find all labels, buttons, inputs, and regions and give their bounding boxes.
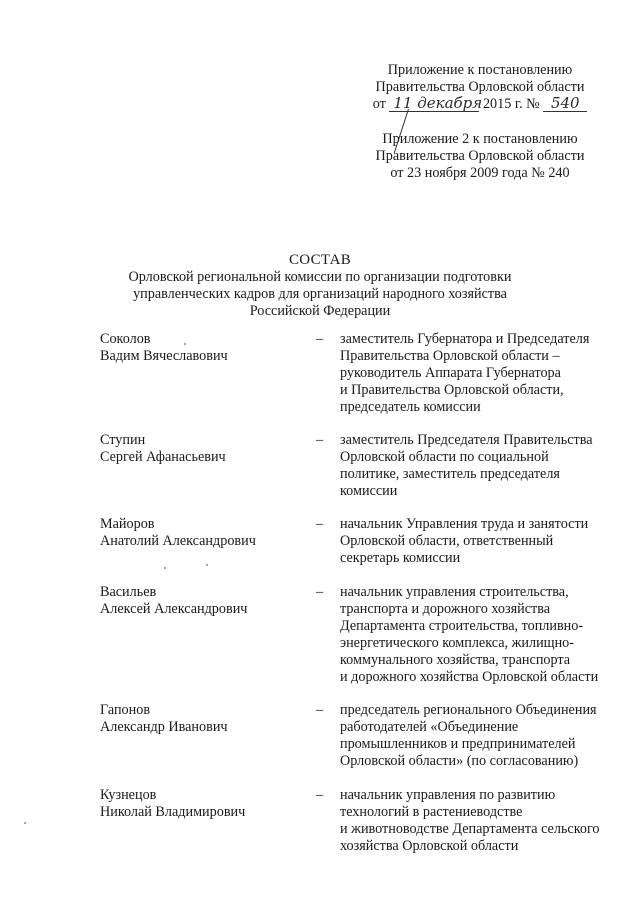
annex-original-line2: Правительства Орловской области	[375, 148, 585, 164]
member-role-line: председатель регионального Объединения	[340, 702, 597, 718]
member-given-names: Алексей Александрович	[100, 601, 248, 617]
member-role-line: руководитель Аппарата Губернатора	[340, 365, 561, 381]
member-role	[340, 702, 630, 770]
member-given-names: Анатолий Александрович	[100, 533, 256, 549]
member-dash: –	[316, 702, 324, 718]
member-role-line: заместитель Председателя Правительства	[340, 432, 593, 448]
member-role-line: начальник управления строительства,	[340, 584, 569, 600]
title-line2: управленческих кадров для организаций народного хозяйства	[133, 286, 507, 302]
member-role	[340, 516, 630, 567]
member-role-line: начальник Управления труда и занятости	[340, 516, 589, 532]
member-given-names: Александр Иванович	[100, 719, 228, 735]
member-role-line: хозяйства Орловской области	[340, 838, 519, 854]
annex-current-line1: Приложение к постановлению	[387, 62, 573, 78]
member-given-names: Николай Владимирович	[100, 804, 246, 820]
member-name	[100, 787, 300, 821]
annex-current-date-line	[340, 96, 620, 113]
date-prefix: от	[372, 96, 386, 112]
member-role-line: Орловской области по социальной	[340, 449, 549, 465]
member-role-line: Орловской области, ответственный	[340, 533, 554, 549]
member-role-line: Орловской области» (по согласованию)	[340, 753, 579, 769]
member-role-line: Правительства Орловской области –	[340, 348, 560, 364]
member-surname: Гапонов	[100, 702, 151, 718]
member-name	[100, 702, 300, 736]
member-role-line: заместитель Губернатора и Председателя	[340, 331, 590, 347]
member-role-line: работодателей «Объединение	[340, 719, 519, 735]
member-role-line: и животноводстве Департамента сельского	[340, 821, 600, 837]
member-role-line: промышленников и предпринимателей	[340, 736, 576, 752]
member-given-names: Вадим Вячеславович	[100, 348, 228, 364]
handwritten-number: 540	[543, 96, 587, 112]
annex-current-block	[340, 62, 620, 113]
member-surname: Майоров	[100, 516, 155, 532]
annex-original-line3: от 23 ноября 2009 года № 240	[390, 165, 570, 181]
member-role-line: комиссии	[340, 483, 398, 499]
member-name	[100, 584, 300, 618]
member-name	[100, 516, 300, 550]
member-role-line: Департамента строительства, топливно-	[340, 618, 584, 634]
scan-speck	[184, 343, 186, 345]
scan-speck	[164, 567, 166, 569]
member-role-line: технологий в растениеводстве	[340, 804, 523, 820]
member-surname: Кузнецов	[100, 787, 157, 803]
member-dash: –	[316, 516, 324, 532]
date-year: 2015 г. №	[482, 96, 540, 112]
member-role-line: и дорожного хозяйства Орловской области	[340, 669, 599, 685]
member-role	[340, 331, 630, 416]
annex-original-line1: Приложение 2 к постановлению	[382, 131, 578, 147]
member-surname: Ступин	[100, 432, 146, 448]
title-line3: Российской Федерации	[249, 303, 391, 319]
member-role-line: политике, заместитель председателя	[340, 466, 560, 482]
member-given-names: Сергей Афанасьевич	[100, 449, 226, 465]
document-title-block	[80, 252, 560, 320]
handwritten-date: 11 декабря	[389, 96, 479, 112]
document-title: СОСТАВ	[288, 252, 352, 268]
annex-current-line2: Правительства Орловской области	[375, 79, 585, 95]
member-dash: –	[316, 584, 324, 600]
member-role	[340, 584, 630, 686]
member-name	[100, 432, 300, 466]
member-surname: Соколов	[100, 331, 151, 347]
member-role	[340, 787, 630, 855]
member-role-line: секретарь комиссии	[340, 550, 461, 566]
member-role-line: энергетического комплекса, жилищно-	[340, 635, 574, 651]
member-dash: –	[316, 787, 324, 803]
member-role-line: транспорта и дорожного хозяйства	[340, 601, 551, 617]
scan-speck	[24, 822, 26, 824]
member-role-line: председатель комиссии	[340, 399, 481, 415]
member-role-line: начальник управления по развитию	[340, 787, 556, 803]
member-dash: –	[316, 432, 324, 448]
member-role	[340, 432, 630, 500]
member-surname: Васильев	[100, 584, 157, 600]
member-role-line: коммунального хозяйства, транспорта	[340, 652, 571, 668]
member-name	[100, 331, 300, 365]
annex-original-block	[340, 131, 620, 182]
title-line1: Орловской региональной комиссии по организации подготовки	[128, 269, 512, 285]
member-role-line: и Правительства Орловской области,	[340, 382, 564, 398]
member-dash: –	[316, 331, 324, 347]
scan-speck	[206, 564, 208, 566]
